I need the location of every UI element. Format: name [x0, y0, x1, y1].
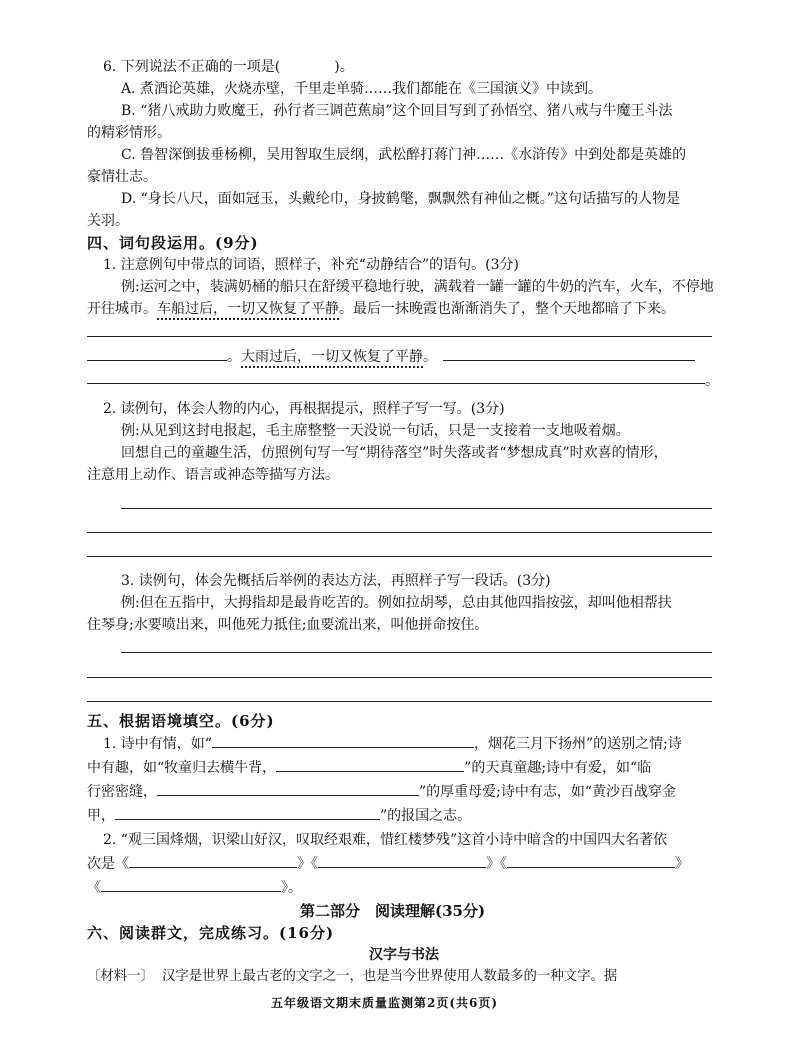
example-text-end: 。最后一抹晚霞也渐渐消失了，整个天地都暗了下来。 [339, 301, 675, 317]
section4-heading: 四、词句段运用。(9分) [87, 234, 259, 252]
book-blank-4[interactable] [101, 877, 281, 892]
fill-prompt: 1. 诗中有情，如“ [103, 736, 212, 752]
page-footer: 五年级语文期末质量监测第2页(共6页) [271, 996, 499, 1010]
answer-line[interactable] [87, 556, 712, 557]
sec5-q2-line2 [87, 853, 689, 875]
section6-heading: 六、阅读群文，完成练习。(16分) [87, 924, 335, 942]
q6-option-c-line1: C. 鲁智深倒拔垂杨柳，吴用智取生辰纲，武松醉打蒋门神……《水浒传》中到处都是英雄的 [121, 147, 687, 163]
answer-line[interactable] [121, 652, 712, 653]
fill-prompt: 《 [87, 880, 101, 896]
sec4-q1-example-line2 [87, 298, 675, 320]
answer-slot[interactable] [280, 57, 334, 71]
answer-line[interactable] [87, 677, 712, 678]
section5-heading: 五、根据语境填空。(6分) [87, 712, 275, 730]
sec5-line2 [87, 757, 651, 779]
q6-option-b-line2: 的精彩情形。 [87, 125, 171, 141]
q6-option-a: A. 煮酒论英雄，火烧赤壁，千里走单骑……我们都能在《三国演义》中读到。 [121, 81, 603, 97]
fill-prompt: ”的天真童趣;诗中有爱，如“临 [464, 760, 652, 776]
answer-line[interactable] [121, 508, 712, 509]
dotted-words: 车船过后，一切又恢复了平静 [157, 301, 339, 320]
q6-stem-text: 6. 下列说法不正确的一项是( [103, 59, 281, 75]
sec5-line4 [87, 805, 471, 827]
answer-line[interactable] [87, 701, 712, 702]
fill-mid-punct: 。 [227, 349, 241, 365]
answer-blank[interactable] [443, 346, 695, 361]
book-blank-3[interactable] [507, 853, 675, 868]
dotted-words: 大雨过后，一切又恢复了平静 [241, 349, 423, 368]
sec4-q1-fill-line [87, 346, 695, 368]
end-period: 。 [705, 373, 719, 389]
sec4-q3-example-line1: 例:但在五指中，大拇指却是最肯吃苦的。例如拉胡琴，总由其他四指按弦，却叫他相帮扶 [121, 595, 672, 611]
answer-line[interactable] [87, 383, 705, 384]
sec5-line1 [103, 733, 682, 755]
sec4-q3-stem: 3. 读例句，体会先概括后举例的表达方法，再照样子写一段话。(3分) [121, 573, 551, 589]
answer-line[interactable] [87, 532, 712, 533]
sec5-q2-line1: 2. “观三国烽烟，识梁山好汉，叹取经艰难，惜红楼梦残”这首小诗中暗含的中国四大名著依 [103, 832, 668, 848]
example-text: 开往城市。 [87, 301, 157, 317]
book-blank-1[interactable] [129, 853, 297, 868]
q6-option-d-line1: D. “身长八尺，面如冠玉，头戴纶巾，身披鹤氅，飘飘然有神仙之概。”这句话描写的人物是 [121, 191, 680, 207]
sec5-q2-line3 [87, 877, 302, 899]
fill-prompt: 次是《 [87, 856, 129, 872]
answer-blank[interactable] [157, 781, 419, 796]
answer-line[interactable] [87, 336, 712, 337]
sec4-q2-example: 例:从见到这封电报起，毛主席整整一天没说一句话，只是一支接着一支地吸着烟。 [121, 423, 630, 439]
material1-text: 〔材料一〕 汉字是世界上最古老的文字之一，也是当今世界使用人数最多的一种文字。据 [87, 969, 618, 984]
q6-option-d-line2: 关羽。 [87, 213, 129, 229]
fill-prompt: 》 [675, 856, 689, 872]
sec4-q3-example-line2: 住琴身;水要喷出来，叫他死力抵住;血要流出来，叫他拼命按住。 [87, 617, 489, 633]
q6-stem-end: )。 [334, 59, 354, 75]
fill-prompt: 》。 [281, 880, 302, 896]
fill-prompt: 中有趣，如“牧童归去横牛背， [87, 760, 277, 776]
sec5-line3 [87, 781, 676, 803]
book-blank-2[interactable] [318, 853, 486, 868]
sec4-q1-example-line1: 例:运河之中，装满奶桶的船只在舒缓平稳地行驶，满载着一罐一罐的牛奶的汽车，火车，不停地 [121, 279, 714, 295]
fill-prompt: ”的厚重母爱;诗中有志，如“黄沙百战穿金 [419, 784, 677, 800]
article-title: 汉字与书法 [369, 947, 439, 963]
q6-stem [103, 56, 354, 78]
fill-prompt: ”的报国之志。 [380, 808, 472, 824]
q6-option-c-line2: 豪情壮志。 [87, 169, 157, 185]
sec4-q2-task-line1: 回想自己的童趣生活，仿照例句写一写“期待落空”时失落或者“梦想成真”时欢喜的情形， [121, 445, 668, 461]
answer-blank[interactable] [115, 805, 380, 820]
answer-blank[interactable] [212, 733, 474, 748]
answer-blank[interactable] [276, 757, 464, 772]
part2-heading: 第二部分 阅读理解(35分) [300, 902, 486, 920]
fill-prompt: 》《 [486, 856, 507, 872]
sec4-q2-stem: 2. 读例句，体会人物的内心，再根据提示，照样子写一写。(3分) [103, 401, 505, 417]
sec4-q1-stem: 1. 注意例句中带点的词语，照样子，补充“动静结合”的语句。(3分) [103, 257, 519, 273]
fill-prompt: 行密密缝， [87, 784, 157, 800]
fill-prompt: ，烟花三月下扬州”的送别之情;诗 [473, 736, 682, 752]
answer-blank[interactable] [87, 346, 227, 361]
fill-prompt: 甲， [87, 808, 115, 824]
sec4-q2-task-line2: 注意用上动作、语言或神态等描写方法。 [87, 467, 339, 483]
fill-prompt: 》《 [297, 856, 318, 872]
fill-end-punct: 。 [423, 349, 437, 365]
q6-option-b-line1: B. “猪八戒助力败魔王，孙行者三调芭蕉扇”这个回目写到了孙悟空、猪八戒与牛魔王斗法 [121, 103, 673, 119]
